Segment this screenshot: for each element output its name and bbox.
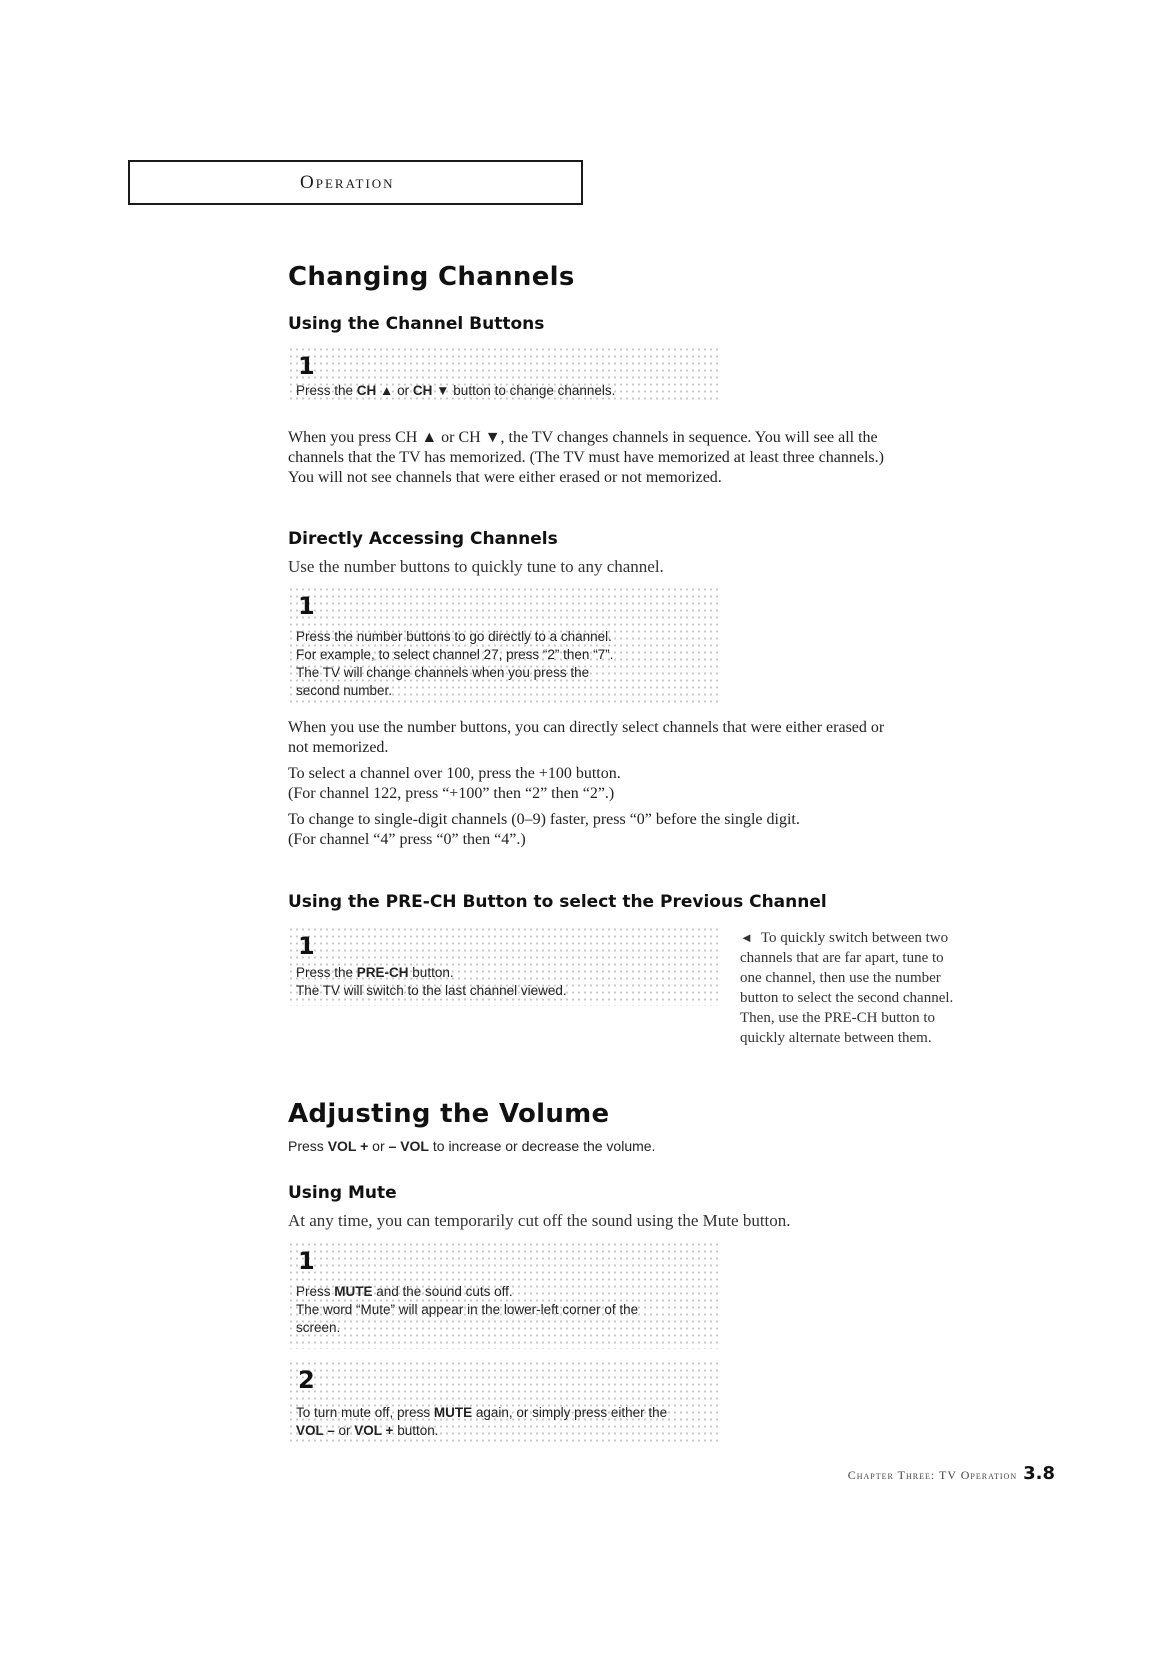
mute-label: MUTE bbox=[433, 1405, 473, 1420]
pre-ch-label: PRE-CH bbox=[356, 965, 409, 980]
page-number: 3.8 bbox=[1023, 1463, 1055, 1484]
vol-up-label: VOL + bbox=[354, 1423, 394, 1438]
step-box-direct-access bbox=[288, 586, 718, 704]
page-title: Changing Channels bbox=[288, 262, 575, 292]
heading-mute: Using Mute bbox=[288, 1183, 397, 1203]
step-text: To turn mute off, press MUTE again, or simply press either the VOL – or VOL + button. bbox=[296, 1405, 668, 1438]
step-text: Press the CH ▲ or CH ▼ button to change channels. bbox=[296, 383, 616, 398]
step-box-channel-buttons bbox=[288, 346, 718, 402]
vol-down-label: – VOL bbox=[388, 1138, 429, 1154]
heading-direct-access: Directly Accessing Channels bbox=[288, 529, 558, 549]
volume-instruction: Press VOL + or – VOL to increase or decrease the volume. bbox=[288, 1138, 656, 1154]
step-number: 1 bbox=[298, 352, 315, 380]
heading-channel-buttons: Using the Channel Buttons bbox=[288, 314, 545, 334]
footer-chapter: Chapter Three: TV Operation bbox=[847, 1468, 1018, 1482]
step-number: 2 bbox=[298, 1366, 315, 1394]
step-number: 1 bbox=[298, 1247, 315, 1275]
note-arrow-icon: ◄ bbox=[740, 930, 753, 945]
section-header-label: Operation bbox=[300, 172, 395, 193]
step-text: Press the PRE-CH button. The TV will switch to the last channel viewed. bbox=[296, 965, 567, 998]
step-text: Press MUTE and the sound cuts off. The word “Mute” will appear in the lower-left corner of the screen. bbox=[296, 1284, 639, 1335]
note-pre-ch: ◄ To quickly switch between two channels that are far apart, tune to one channel, then use the number button to select the second channel. Then, use the PRE-CH button to quickly alternate between them. bbox=[740, 930, 954, 1046]
vol-down-label: VOL – bbox=[296, 1423, 335, 1438]
volume-title: Adjusting the Volume bbox=[288, 1099, 610, 1129]
paragraph-direct-access: When you use the number buttons, you can directly select channels that were either erased or not memorized. To select a channel over 100, press the +100 button. (For channel 122, press “+100” then “2” then “2”.) To change to single-digit channels (0–9) faster, press “0” before the single digit. (For channel “4” press “0” then “4”.) bbox=[288, 719, 885, 848]
heading-pre-ch: Using the PRE-CH Button to select the Previous Channel bbox=[288, 892, 827, 912]
ch-down-label: CH ▼ bbox=[412, 383, 450, 398]
step-box-mute-2 bbox=[288, 1360, 718, 1442]
intro-mute: At any time, you can temporarily cut off the sound using the Mute button. bbox=[288, 1211, 791, 1230]
paragraph-channel-buttons: When you press CH ▲ or CH ▼, the TV changes channels in sequence. You will see all the channels that the TV has memorized. (The TV must have memorized at least three channels.) You will not see channels that were either erased or not memorized. bbox=[288, 429, 884, 486]
step-number: 1 bbox=[298, 592, 315, 620]
intro-direct-access: Use the number buttons to quickly tune to any channel. bbox=[288, 557, 664, 576]
page-footer bbox=[848, 1463, 1055, 1484]
step-box-pre-ch bbox=[288, 926, 718, 1006]
step-box-mute-1 bbox=[288, 1241, 718, 1349]
step-text: Press the number buttons to go directly to a channel. For example, to select channel 27, press “2” then “7”. The TV will change channels when you press the second number. bbox=[296, 629, 614, 698]
vol-up-label: VOL + bbox=[327, 1138, 369, 1154]
ch-up-label: CH ▲ bbox=[356, 383, 394, 398]
step-number: 1 bbox=[298, 932, 315, 960]
mute-label: MUTE bbox=[334, 1284, 373, 1299]
